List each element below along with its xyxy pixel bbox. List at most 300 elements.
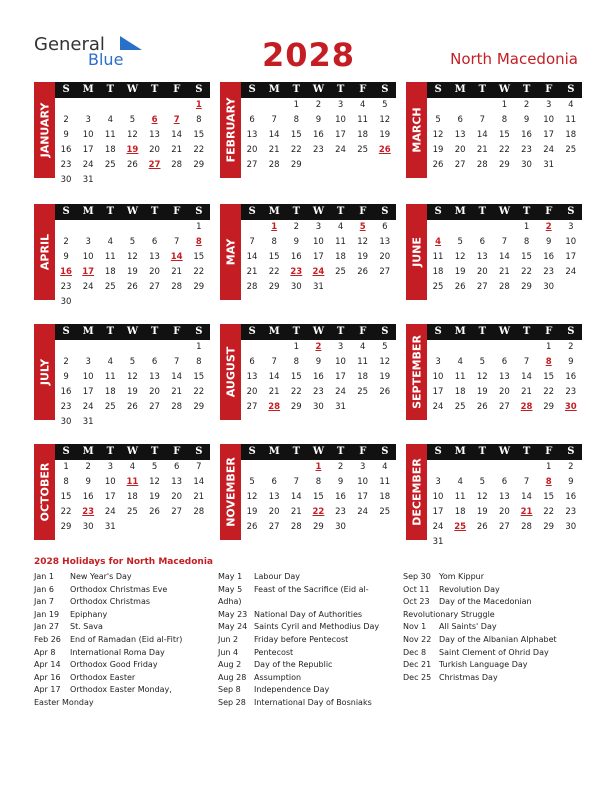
day-cell: 22	[290, 387, 302, 397]
day-cell: 31	[543, 160, 555, 170]
day-cell: 3	[359, 462, 366, 472]
holiday-date: May 23	[218, 609, 248, 619]
weekday-header	[55, 444, 210, 460]
day-cell: 7	[173, 357, 180, 367]
day-cell: 7	[196, 462, 202, 472]
day-cells	[427, 220, 582, 295]
holiday-entry	[403, 621, 563, 634]
day-cell: 25	[104, 160, 116, 170]
holiday-entry	[34, 621, 194, 634]
day-cell: 15	[499, 130, 510, 140]
day-cell: 26	[127, 402, 138, 412]
weekday-label: T	[522, 206, 531, 217]
day-cell: 26	[476, 402, 488, 412]
day-cell: 4	[129, 462, 136, 472]
holiday-day-cell: 23	[290, 267, 303, 277]
day-cell: 12	[127, 252, 138, 262]
weekday-label: S	[567, 326, 575, 337]
weekday-label: S	[62, 84, 70, 95]
holiday-entry	[34, 672, 194, 685]
day-cell: 18	[104, 145, 116, 155]
day-cell: 26	[379, 387, 391, 397]
brand-triangle-icon	[120, 36, 142, 50]
day-cell: 8	[523, 237, 530, 247]
day-cell: 22	[193, 145, 205, 155]
day-cell: 16	[290, 252, 302, 262]
day-cell: 20	[454, 145, 466, 155]
day-cell: 21	[171, 267, 183, 277]
day-cell: 3	[568, 222, 574, 232]
month-grid	[55, 444, 210, 535]
month-name: NOVEMBER	[224, 457, 237, 527]
empty-day-cell	[55, 220, 77, 235]
holiday-date: Dec 8	[403, 647, 427, 657]
day-cell: 3	[315, 222, 322, 232]
weekday-label: F	[173, 446, 181, 457]
day-cell: 19	[357, 252, 369, 262]
day-cell: 11	[104, 372, 116, 382]
empty-day-cell	[121, 340, 143, 355]
weekday-label: T	[478, 84, 487, 95]
weekday-label: S	[248, 326, 256, 337]
month-grid	[55, 204, 210, 310]
day-cell: 22	[193, 267, 205, 277]
weekday-header	[427, 204, 582, 220]
month-august	[220, 324, 396, 420]
day-cell: 20	[476, 267, 488, 277]
weekday-label: S	[248, 446, 256, 457]
holiday-date: Sep 28	[218, 697, 246, 707]
holiday-day-cell: 4	[435, 237, 442, 247]
holiday-entry	[34, 571, 194, 584]
day-cell: 18	[379, 492, 391, 502]
empty-day-cell	[241, 220, 263, 235]
day-cell: 2	[63, 115, 69, 125]
day-cell: 23	[313, 387, 324, 397]
weekday-label: T	[336, 446, 345, 457]
holiday-day-cell: 21	[520, 507, 533, 517]
day-cell: 8	[196, 115, 202, 125]
day-cell: 8	[315, 477, 322, 487]
weekday-label: T	[292, 84, 301, 95]
day-cell: 8	[271, 237, 277, 247]
day-cell: 10	[335, 357, 346, 367]
holiday-day-cell: 25	[454, 522, 467, 532]
weekday-label: F	[359, 326, 367, 337]
day-cell: 17	[313, 252, 324, 262]
empty-day-cell	[77, 340, 99, 355]
day-cell: 19	[127, 267, 138, 277]
day-cell: 24	[335, 145, 346, 155]
weekday-label: M	[454, 326, 466, 337]
month-november	[220, 444, 396, 540]
day-cell: 4	[359, 342, 366, 352]
day-cell: 28	[499, 282, 510, 292]
day-cell: 20	[149, 387, 160, 397]
holiday-date: Jun 2	[218, 634, 239, 644]
weekday-label: W	[126, 326, 139, 337]
holiday-day-cell: 22	[312, 507, 325, 517]
weekday-label: S	[567, 446, 575, 457]
day-cell: 25	[379, 507, 391, 517]
month-september	[406, 324, 582, 420]
weekday-label: T	[522, 326, 531, 337]
day-cells	[241, 340, 396, 415]
day-cell: 24	[104, 507, 116, 517]
holiday-day-cell: 5	[359, 222, 366, 232]
empty-day-cell	[471, 460, 493, 475]
weekday-label: S	[381, 206, 389, 217]
weekday-label: S	[62, 446, 70, 457]
day-cell: 5	[479, 477, 486, 487]
day-cell: 25	[357, 145, 369, 155]
holiday-date: Jan 19	[34, 609, 60, 619]
day-cell: 3	[435, 357, 441, 367]
holiday-name: Yom Kippur	[439, 572, 485, 581]
day-cell: 30	[82, 522, 94, 532]
holiday-day-cell: 7	[173, 115, 180, 125]
empty-day-cell	[121, 98, 143, 113]
weekday-label: S	[248, 84, 256, 95]
day-cell: 9	[63, 130, 69, 140]
weekday-label: M	[82, 84, 94, 95]
weekday-label: W	[126, 206, 139, 217]
holiday-day-cell: 1	[195, 100, 202, 110]
month-label	[406, 204, 427, 300]
weekday-label: S	[434, 206, 442, 217]
weekday-label: F	[359, 206, 367, 217]
month-grid	[55, 324, 210, 430]
holiday-entry	[218, 684, 379, 697]
day-cell: 9	[315, 115, 322, 125]
weekday-label: S	[195, 206, 203, 217]
day-cell: 16	[60, 387, 72, 397]
day-cell: 6	[382, 222, 388, 232]
weekday-header	[241, 324, 396, 340]
holiday-day-cell: 2	[545, 222, 552, 232]
day-cell: 9	[545, 237, 552, 247]
month-name: MARCH	[410, 107, 423, 153]
holiday-day-cell: 16	[60, 267, 72, 277]
day-cell: 10	[357, 477, 369, 487]
month-name: JUNE	[410, 237, 423, 267]
day-cell: 13	[149, 372, 160, 382]
day-cell: 19	[379, 372, 391, 382]
holiday-date: Apr 8	[34, 647, 56, 657]
day-cell: 5	[382, 342, 388, 352]
day-cell: 12	[149, 477, 160, 487]
day-cell: 5	[129, 357, 136, 367]
weekday-label: T	[522, 446, 531, 457]
day-cell: 6	[173, 462, 180, 472]
day-cell: 30	[565, 522, 577, 532]
weekday-label: F	[545, 446, 553, 457]
weekday-label: S	[381, 446, 389, 457]
day-cell: 4	[457, 477, 463, 487]
empty-day-cell	[427, 98, 449, 113]
weekday-label: W	[312, 446, 325, 457]
empty-day-cell	[99, 98, 121, 113]
day-cell: 4	[107, 237, 114, 247]
day-cell: 14	[171, 130, 183, 140]
weekday-label: S	[62, 326, 70, 337]
weekday-label: F	[545, 84, 553, 95]
day-cell: 2	[523, 100, 530, 110]
weekday-header	[427, 444, 582, 460]
empty-day-cell	[166, 340, 188, 355]
empty-day-cell	[166, 98, 188, 113]
day-cell: 19	[476, 507, 488, 517]
day-cell: 22	[268, 267, 280, 277]
day-cell: 17	[432, 387, 444, 397]
holiday-name: Saint Clement of Ohrid Day	[439, 647, 549, 657]
weekday-label: T	[292, 446, 301, 457]
day-cell: 1	[545, 462, 552, 472]
holiday-day-cell: 17	[82, 267, 95, 277]
day-cell: 22	[290, 145, 302, 155]
day-cell: 20	[499, 507, 510, 517]
day-cell: 6	[271, 477, 277, 487]
month-label	[34, 324, 55, 420]
day-cell: 14	[193, 477, 205, 487]
day-cell: 27	[268, 522, 280, 532]
holiday-date: Sep 8	[218, 685, 241, 695]
day-cell: 19	[379, 130, 391, 140]
day-cell: 16	[313, 130, 324, 140]
day-cell: 12	[246, 492, 258, 502]
month-name: MAY	[224, 238, 237, 266]
empty-day-cell	[55, 340, 77, 355]
holiday-date: Sep 30	[403, 572, 431, 581]
day-cells	[241, 98, 396, 173]
day-cell: 25	[104, 402, 116, 412]
day-cell: 7	[479, 115, 486, 125]
day-cell: 4	[337, 222, 344, 232]
brand-word-general: General	[34, 34, 105, 55]
weekday-label: T	[150, 206, 159, 217]
holiday-name: International Day of Bosniaks	[254, 697, 372, 707]
weekday-header	[427, 82, 582, 98]
day-cell: 13	[149, 252, 160, 262]
month-name: FEBRUARY	[224, 97, 237, 163]
empty-day-cell	[77, 220, 99, 235]
day-cell: 6	[479, 237, 486, 247]
holiday-entry	[218, 659, 379, 672]
weekday-label: T	[336, 84, 345, 95]
day-cell: 11	[104, 130, 116, 140]
day-cell: 31	[432, 537, 444, 547]
holiday-day-cell: 26	[378, 145, 391, 155]
empty-day-cell	[144, 220, 166, 235]
day-cell: 9	[337, 477, 344, 487]
holidays-column-3	[403, 571, 563, 684]
day-cell: 25	[335, 267, 346, 277]
day-cell: 6	[501, 477, 508, 487]
day-cell: 31	[335, 402, 346, 412]
day-cell: 18	[432, 267, 444, 277]
holiday-day-cell: 8	[545, 477, 552, 487]
holiday-name: International Roma Day	[70, 647, 165, 657]
holiday-entry	[218, 647, 379, 660]
month-label	[34, 444, 55, 540]
day-cell: 26	[246, 522, 258, 532]
day-cell: 18	[454, 507, 466, 517]
holiday-entry	[34, 647, 194, 660]
empty-day-cell	[285, 460, 307, 475]
month-february	[220, 82, 396, 178]
weekday-label: S	[381, 326, 389, 337]
day-cell: 3	[337, 100, 344, 110]
holiday-entry	[218, 697, 379, 710]
holiday-name: Orthodox Easter Monday, Easter Monday	[34, 685, 172, 707]
weekday-label: S	[434, 84, 442, 95]
day-cell: 10	[104, 477, 116, 487]
empty-day-cell	[516, 460, 538, 475]
month-grid	[241, 444, 396, 535]
weekday-label: T	[106, 326, 115, 337]
day-cell: 29	[313, 522, 324, 532]
weekday-label: T	[478, 206, 487, 217]
empty-day-cell	[55, 98, 77, 113]
month-grid	[241, 82, 396, 173]
day-cell: 25	[127, 507, 138, 517]
weekday-label: W	[126, 84, 139, 95]
day-cell: 28	[476, 160, 488, 170]
holiday-entry	[34, 684, 194, 709]
day-cell: 9	[63, 252, 69, 262]
day-cell: 17	[565, 252, 577, 262]
empty-day-cell	[449, 340, 471, 355]
holiday-name: Orthodox Easter	[70, 672, 136, 682]
day-cell: 15	[60, 492, 72, 502]
day-cell: 2	[315, 100, 322, 110]
day-cell: 18	[565, 130, 577, 140]
holiday-entry	[403, 634, 563, 647]
empty-day-cell	[241, 460, 263, 475]
day-cell: 5	[382, 100, 388, 110]
month-label	[220, 324, 241, 420]
holiday-name: Christmas Day	[439, 672, 498, 682]
day-cell: 19	[246, 507, 258, 517]
month-grid	[241, 324, 396, 415]
day-cell: 11	[379, 477, 391, 487]
day-cell: 17	[104, 492, 116, 502]
day-cell: 5	[129, 115, 136, 125]
holiday-day-cell: 6	[151, 115, 158, 125]
day-cell: 22	[521, 267, 532, 277]
day-cell: 27	[246, 160, 258, 170]
weekday-label: M	[268, 206, 280, 217]
day-cell: 4	[107, 357, 114, 367]
day-cell: 27	[171, 507, 183, 517]
day-cell: 21	[521, 387, 532, 397]
day-cell: 24	[82, 160, 94, 170]
weekday-header	[55, 204, 210, 220]
day-cell: 21	[246, 267, 258, 277]
day-cell: 29	[290, 160, 302, 170]
weekday-header	[241, 82, 396, 98]
month-name: APRIL	[38, 233, 51, 271]
day-cell: 15	[543, 492, 555, 502]
day-cell: 25	[357, 387, 369, 397]
weekday-label: M	[82, 446, 94, 457]
holiday-name: Turkish Language Day	[439, 660, 528, 670]
day-cell: 3	[85, 357, 91, 367]
holiday-day-cell: 23	[82, 507, 95, 517]
day-cell: 16	[565, 492, 577, 502]
weekday-label: T	[478, 326, 487, 337]
weekday-label: T	[336, 326, 345, 337]
holiday-date: Dec 25	[403, 672, 432, 682]
day-cell: 18	[104, 387, 116, 397]
holiday-entry	[403, 571, 563, 584]
holiday-name: Friday before Pentecost	[254, 634, 349, 644]
holiday-date: Dec 21	[403, 660, 432, 670]
month-name: JULY	[38, 358, 51, 386]
day-cell: 28	[246, 282, 258, 292]
day-cell: 11	[432, 252, 444, 262]
weekday-label: W	[498, 446, 511, 457]
day-cells	[427, 460, 582, 550]
holiday-day-cell: 8	[545, 357, 552, 367]
day-cell: 9	[63, 372, 69, 382]
holiday-date: Apr 14	[34, 660, 61, 670]
month-name: AUGUST	[224, 346, 237, 398]
day-cell: 7	[293, 477, 300, 487]
weekday-label: T	[106, 206, 115, 217]
month-may	[220, 204, 396, 300]
day-cell: 27	[454, 160, 466, 170]
holiday-name: Feast of the Sacrifice (Eid al-Adha)	[218, 584, 369, 607]
day-cell: 23	[565, 387, 577, 397]
day-cell: 28	[171, 160, 183, 170]
day-cell: 16	[565, 372, 577, 382]
weekday-label: F	[173, 326, 181, 337]
empty-day-cell	[263, 460, 285, 475]
day-cell: 27	[246, 402, 258, 412]
day-cell: 30	[60, 297, 72, 307]
holiday-name: Orthodox Good Friday	[70, 660, 158, 670]
month-label	[220, 204, 241, 300]
day-cell: 26	[127, 282, 138, 292]
day-cell: 21	[193, 492, 205, 502]
holiday-name: St. Sava	[70, 622, 103, 632]
day-cell: 10	[432, 372, 444, 382]
holiday-entry	[34, 659, 194, 672]
day-cell: 25	[104, 282, 116, 292]
holiday-day-cell: 24	[312, 267, 325, 277]
holiday-day-cell: 8	[195, 237, 202, 247]
empty-day-cell	[121, 220, 143, 235]
holiday-entry	[218, 609, 379, 622]
month-april	[34, 204, 210, 307]
day-cell: 3	[85, 115, 91, 125]
holiday-date: Jan 7	[34, 597, 54, 607]
weekday-label: T	[150, 84, 159, 95]
month-name: JANUARY	[38, 102, 51, 158]
day-cell: 13	[149, 130, 160, 140]
day-cell: 17	[82, 145, 94, 155]
holiday-entry	[34, 584, 194, 597]
day-cell: 11	[357, 115, 369, 125]
day-cell: 17	[543, 130, 555, 140]
month-name: SEPTEMBER	[410, 335, 423, 409]
day-cells	[55, 98, 210, 188]
day-cell: 14	[521, 492, 532, 502]
holidays-title: 2028 Holidays for North Macedonia	[34, 557, 213, 567]
weekday-label: M	[82, 326, 94, 337]
day-cell: 9	[523, 115, 530, 125]
